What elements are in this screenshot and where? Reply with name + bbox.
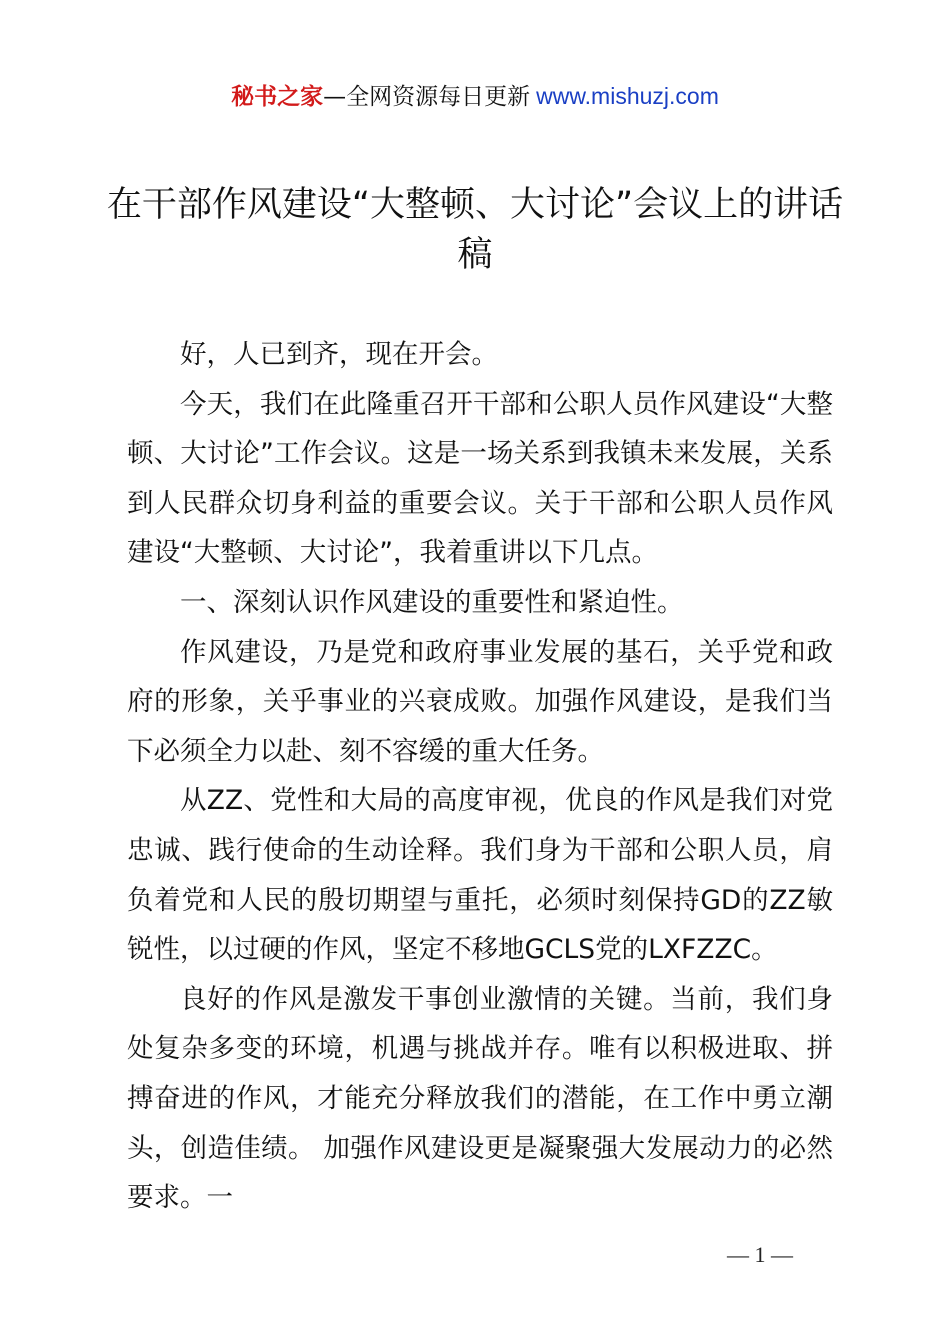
page-number: — 1 —: [727, 1242, 793, 1267]
brand-name: 秘书之家: [231, 84, 324, 110]
section-heading: 一、深刻认识作风建设的重要性和紧迫性。: [180, 586, 684, 618]
paragraph: 良好的作风是激发干事创业激情的关键。当前，我们身处复杂多变的环境，机遇与挑战并存。唯有以积极进取、拼搏奋进的作风，才能充分释放我们的潜能，在工作中勇立潮头，创造佳绩。 加强作风建设更是凝聚强大发展动力的必然要求。一: [127, 983, 833, 1214]
paragraph: 从ZZ、党性和大局的高度审视，优良的作风是我们对党忠诚、践行使命的生动诠释。我们身为干部和公职人员，肩负着党和人民的殷切期望与重托，必须时刻保持GD的ZZ敏锐性，以过硬的作风，坚定不移地GCLS党的LXFZZC。: [127, 785, 833, 966]
paragraph: 好，人已到齐，现在开会。: [180, 339, 498, 370]
document-title: 在干部作风建设“大整顿、大讨论”会议上的讲话稿: [106, 185, 844, 275]
paragraph: 今天，我们在此隆重召开干部和公职人员作风建设“大整顿、大讨论”工作会议。这是一场关系到我镇未来发展，关系到人民群众切身利益的重要会议。关于干部和公职人员作风建设“大整顿、大讨论”，我着重讲以下几点。: [127, 388, 833, 569]
header-url[interactable]: www.mishuzj.com: [536, 83, 719, 109]
site-header: [0, 80, 950, 113]
document-body: [127, 330, 833, 1223]
header-tagline: —全网资源每日更新: [323, 84, 531, 110]
paragraph: 作风建设，乃是党和政府事业发展的基石，关乎党和政府的形象，关乎事业的兴衰成败。加强作风建设，是我们当下必须全力以赴、刻不容缓的重大任务。: [127, 636, 833, 767]
